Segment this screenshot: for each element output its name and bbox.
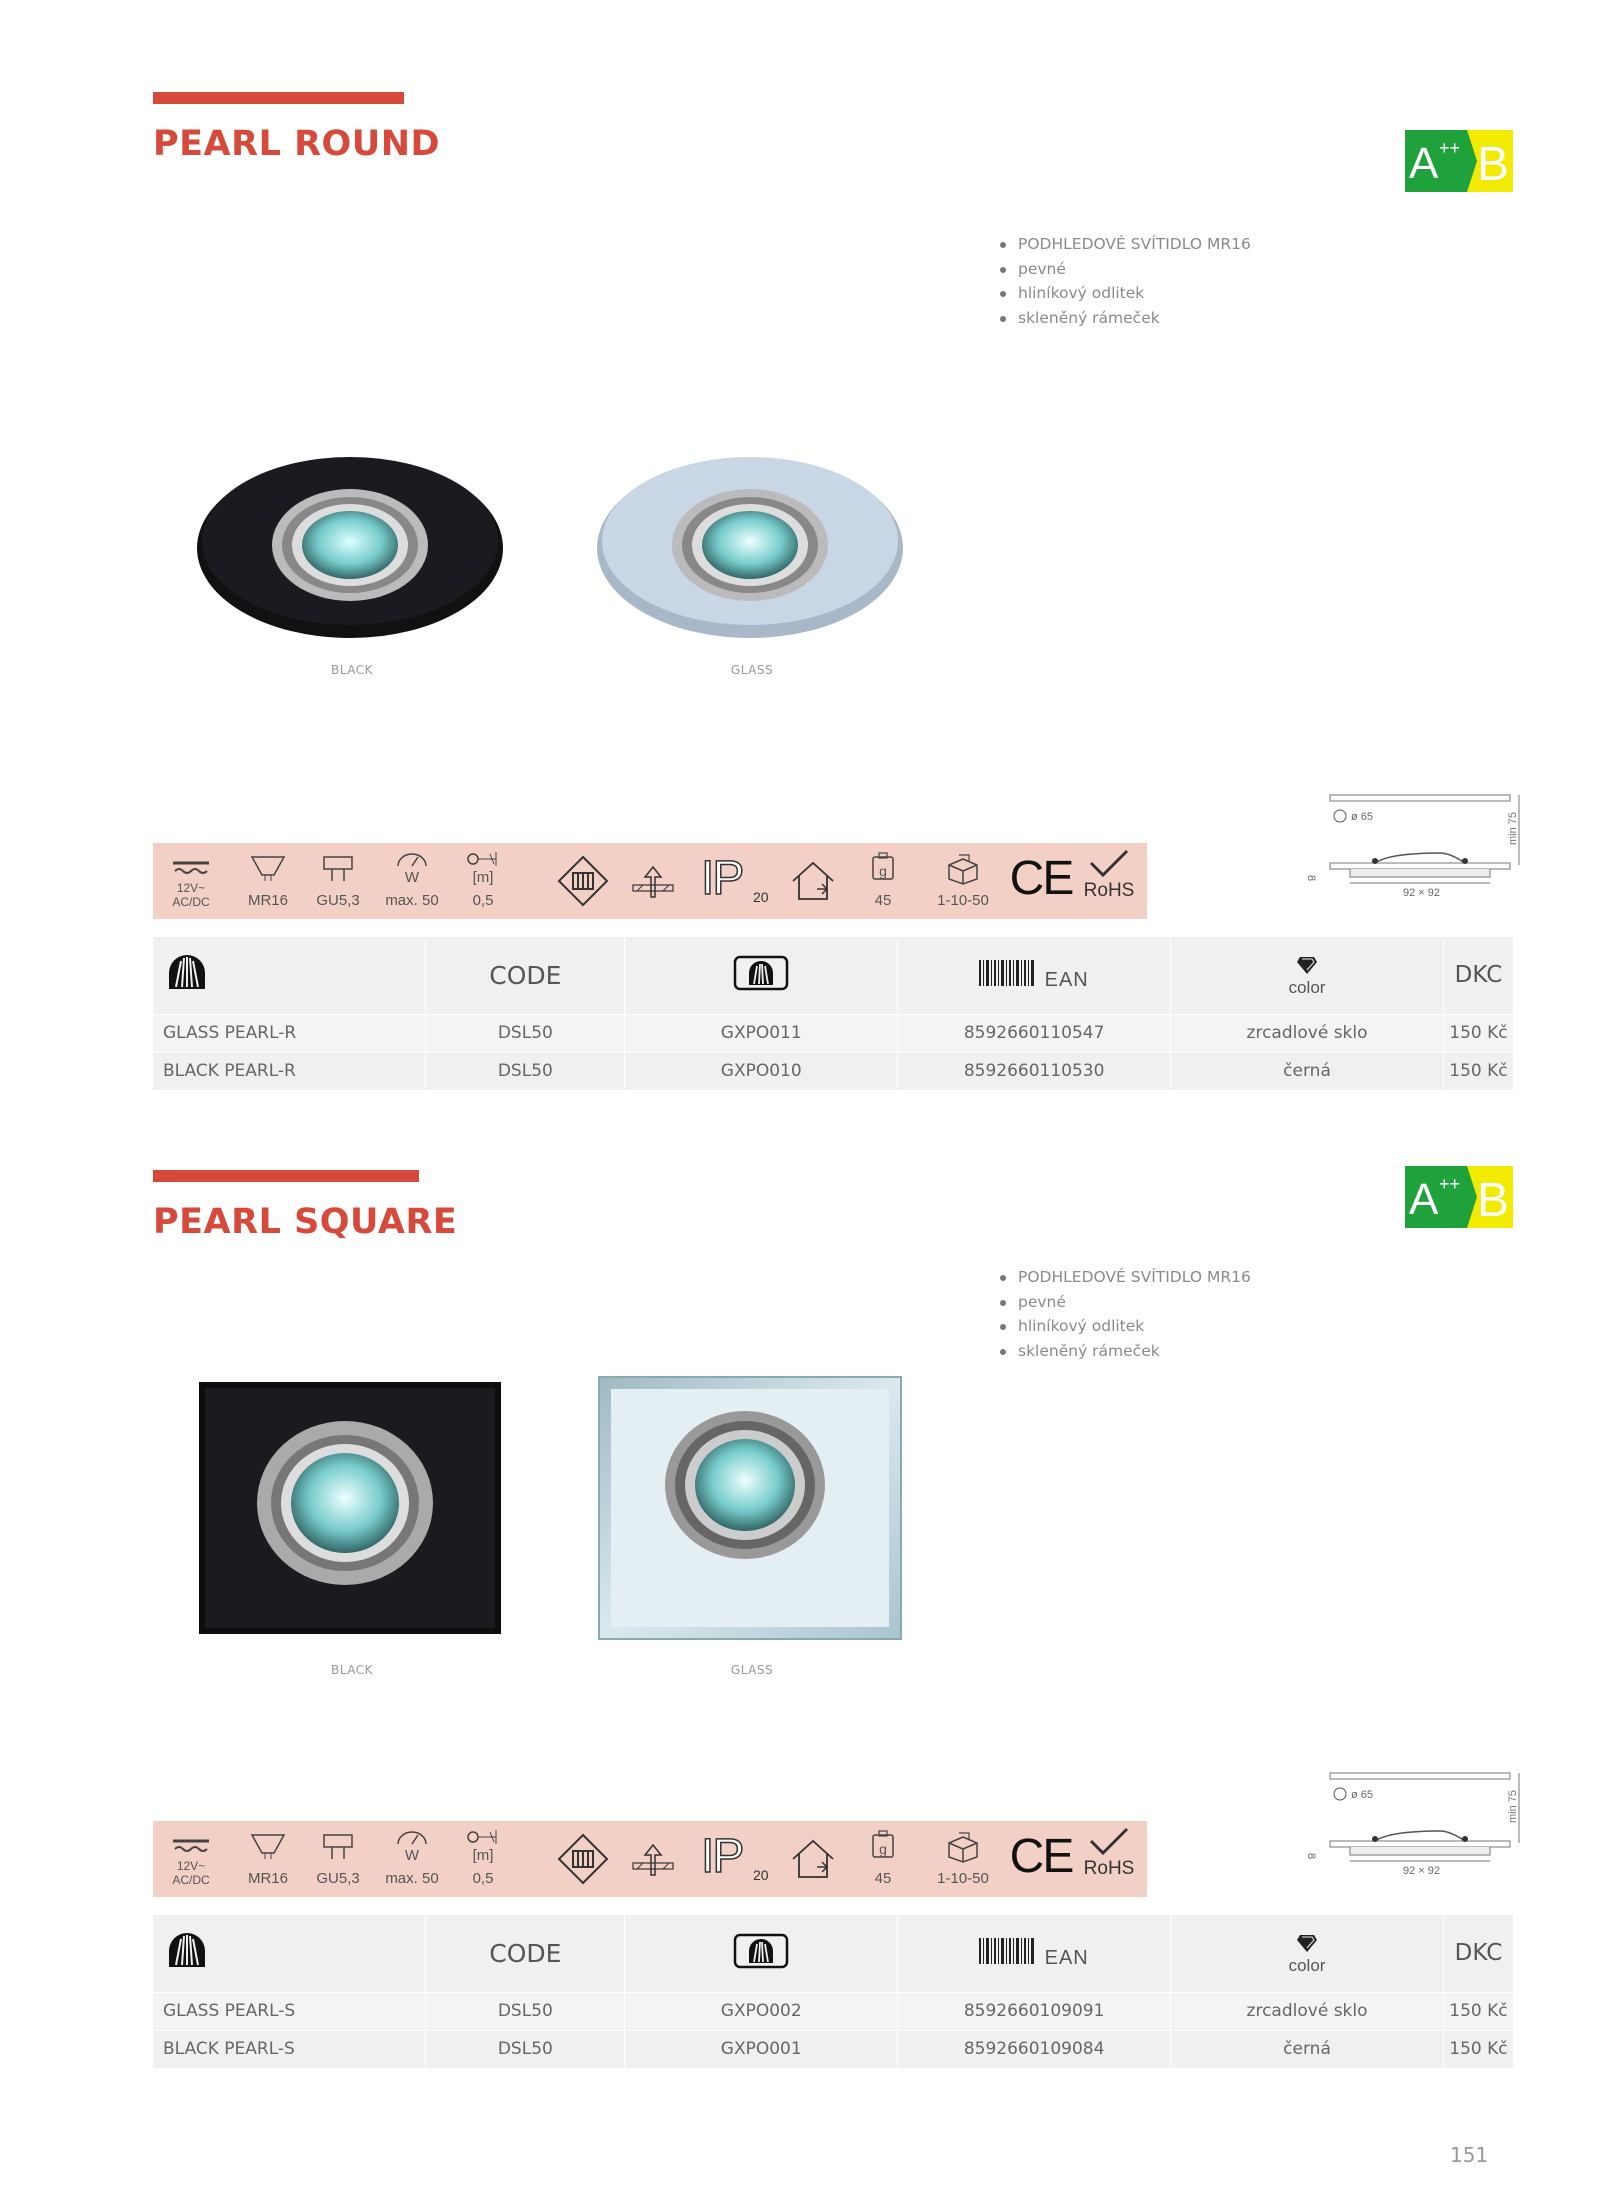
spec-voltage: 12V~ AC/DC [153, 1821, 229, 1897]
wattage-icon [395, 853, 429, 867]
header-color: color [1171, 1915, 1444, 1992]
svg-text:ø 65: ø 65 [1351, 811, 1374, 823]
product-image-glass-round [595, 445, 905, 645]
feature-list [998, 232, 1251, 330]
ce-mark-icon: CE [1009, 852, 1073, 905]
spec-packaging: 1-10-50 [923, 1821, 1003, 1897]
section-pearl-square [0, 1078, 1600, 2108]
lamp-code-icon [733, 953, 789, 993]
feature-item: skleněný rámeček [998, 1339, 1251, 1364]
header-dkc: DKC [1443, 1915, 1513, 1992]
header-code-icon [625, 1915, 898, 1992]
spec-weight: g 45 [853, 843, 913, 919]
header-ean: EAN [898, 937, 1171, 1014]
dimension-drawing [1290, 785, 1520, 905]
mr16-bulb-icon [250, 1831, 286, 1861]
spec-ce [1009, 843, 1073, 919]
feature-item: hliníkový odlitek [998, 1314, 1251, 1339]
mr16-bulb-icon [250, 853, 286, 883]
feature-item: hliníkový odlitek [998, 281, 1251, 306]
svg-text:min 75: min 75 [1507, 811, 1519, 845]
header-code: CODE [426, 937, 625, 1014]
spec-class-iii [553, 843, 613, 919]
distance-icon [466, 851, 500, 867]
spec-mounting [623, 1821, 683, 1897]
packaging-icon [945, 1829, 981, 1863]
spec-indoor [783, 843, 843, 919]
header-code: CODE [426, 1915, 625, 1992]
spec-bulb: MR16 [233, 843, 303, 919]
table-row: GLASS PEARL-S DSL50 GXPO002 8592660109091 zrcadlové sklo 150 Kč [153, 1992, 1514, 2030]
svg-text:8: 8 [1305, 1853, 1317, 1860]
svg-text:92 × 92: 92 × 92 [1403, 1865, 1441, 1877]
svg-text:A: A [1409, 1175, 1439, 1224]
safety-class-iii-icon [557, 1833, 609, 1885]
spec-icon-bar [153, 843, 1147, 919]
voltage-icon [171, 1835, 211, 1855]
ce-mark-icon: CE [1009, 1830, 1073, 1883]
indoor-use-icon [789, 859, 837, 903]
gu53-socket-icon [320, 1831, 356, 1861]
header-lamp-icon [153, 937, 426, 1014]
spec-ip: IP 20 [701, 852, 769, 905]
barcode-icon [977, 1938, 1037, 1964]
svg-text:8: 8 [1305, 875, 1317, 882]
spec-distance: [m] 0,5 [453, 1821, 513, 1897]
table-row: BLACK PEARL-S DSL50 GXPO001 8592660109084 černá 150 Kč [153, 2030, 1514, 2068]
barcode-icon [977, 960, 1037, 986]
spec-socket: GU5,3 [305, 1821, 371, 1897]
gu53-socket-icon [320, 853, 356, 883]
product-table [153, 1915, 1514, 2068]
energy-class-icon [1405, 1166, 1513, 1228]
safety-class-iii-icon [557, 855, 609, 907]
section-pearl-round [0, 0, 1600, 1082]
lamp-code-icon [733, 1931, 789, 1971]
rohs-check-icon [1087, 849, 1131, 879]
spec-ip: IP 20 [701, 1830, 769, 1883]
spec-weight: g 45 [853, 1821, 913, 1897]
feature-item: skleněný rámeček [998, 306, 1251, 331]
svg-text:A: A [1409, 139, 1439, 188]
header-color: color [1171, 937, 1444, 1014]
spec-mounting [623, 843, 683, 919]
voltage-icon [171, 857, 211, 877]
header-dkc: DKC [1443, 937, 1513, 1014]
lamp-shell-icon [167, 1931, 207, 1971]
header-ean: EAN [898, 1915, 1171, 1992]
lamp-shell-icon [167, 953, 207, 993]
svg-text:++: ++ [1439, 1174, 1461, 1194]
feature-item: PODHLEDOVÉ SVÍTIDLO MR16 [998, 232, 1251, 257]
title-accent-bar [153, 1170, 419, 1182]
spec-wattage: W max. 50 [375, 843, 449, 919]
spec-rohs: RoHS [1077, 1821, 1141, 1897]
color-diamond-icon [1296, 955, 1318, 975]
packaging-icon [945, 851, 981, 885]
title-accent-bar [153, 92, 404, 104]
spec-socket: GU5,3 [305, 843, 371, 919]
svg-text:92 × 92: 92 × 92 [1403, 887, 1441, 899]
svg-text:B: B [1477, 138, 1510, 191]
spec-class-iii [553, 1821, 613, 1897]
distance-icon [466, 1829, 500, 1845]
spec-packaging: 1-10-50 [923, 843, 1003, 919]
product-caption: BLACK [331, 663, 373, 677]
page-number: 151 [1450, 2143, 1489, 2167]
feature-list [998, 1265, 1251, 1363]
mounting-surface-icon [631, 863, 675, 903]
spec-voltage: 12V~ AC/DC [153, 843, 229, 919]
product-image-black-round [195, 445, 505, 645]
table-row: BLACK PEARL-R DSL50 GXPO010 8592660110530 černá 150 Kč [153, 1052, 1514, 1090]
svg-text:++: ++ [1439, 138, 1461, 158]
indoor-use-icon [789, 1837, 837, 1881]
feature-item: PODHLEDOVÉ SVÍTIDLO MR16 [998, 1265, 1251, 1290]
product-caption: GLASS [730, 663, 774, 677]
spec-rohs: RoHS [1077, 843, 1141, 919]
svg-text:ø 65: ø 65 [1351, 1789, 1374, 1801]
product-caption: GLASS [730, 1663, 774, 1677]
spec-ce [1009, 1821, 1073, 1897]
feature-item: pevné [998, 257, 1251, 282]
dimension-drawing [1290, 1763, 1520, 1883]
header-code-icon [625, 937, 898, 1014]
header-lamp-icon [153, 1915, 426, 1992]
spec-wattage: W max. 50 [375, 1821, 449, 1897]
section-title: PEARL ROUND [153, 124, 441, 164]
spec-indoor [783, 1821, 843, 1897]
mounting-surface-icon [631, 1841, 675, 1881]
product-caption: BLACK [331, 1663, 373, 1677]
energy-class-icon [1405, 130, 1513, 192]
product-table [153, 937, 1514, 1090]
svg-text:B: B [1477, 1174, 1510, 1227]
product-image-glass-square [595, 1373, 905, 1643]
table-row: GLASS PEARL-R DSL50 GXPO011 8592660110547 zrcadlové sklo 150 Kč [153, 1014, 1514, 1052]
spec-bulb: MR16 [233, 1821, 303, 1897]
svg-text:min 75: min 75 [1507, 1789, 1519, 1823]
product-image-black-square [195, 1378, 505, 1638]
wattage-icon [395, 1831, 429, 1845]
color-diamond-icon [1296, 1933, 1318, 1953]
spec-distance: [m] 0,5 [453, 843, 513, 919]
feature-item: pevné [998, 1290, 1251, 1315]
section-title: PEARL SQUARE [153, 1202, 458, 1242]
spec-icon-bar [153, 1821, 1147, 1897]
rohs-check-icon [1087, 1827, 1131, 1857]
